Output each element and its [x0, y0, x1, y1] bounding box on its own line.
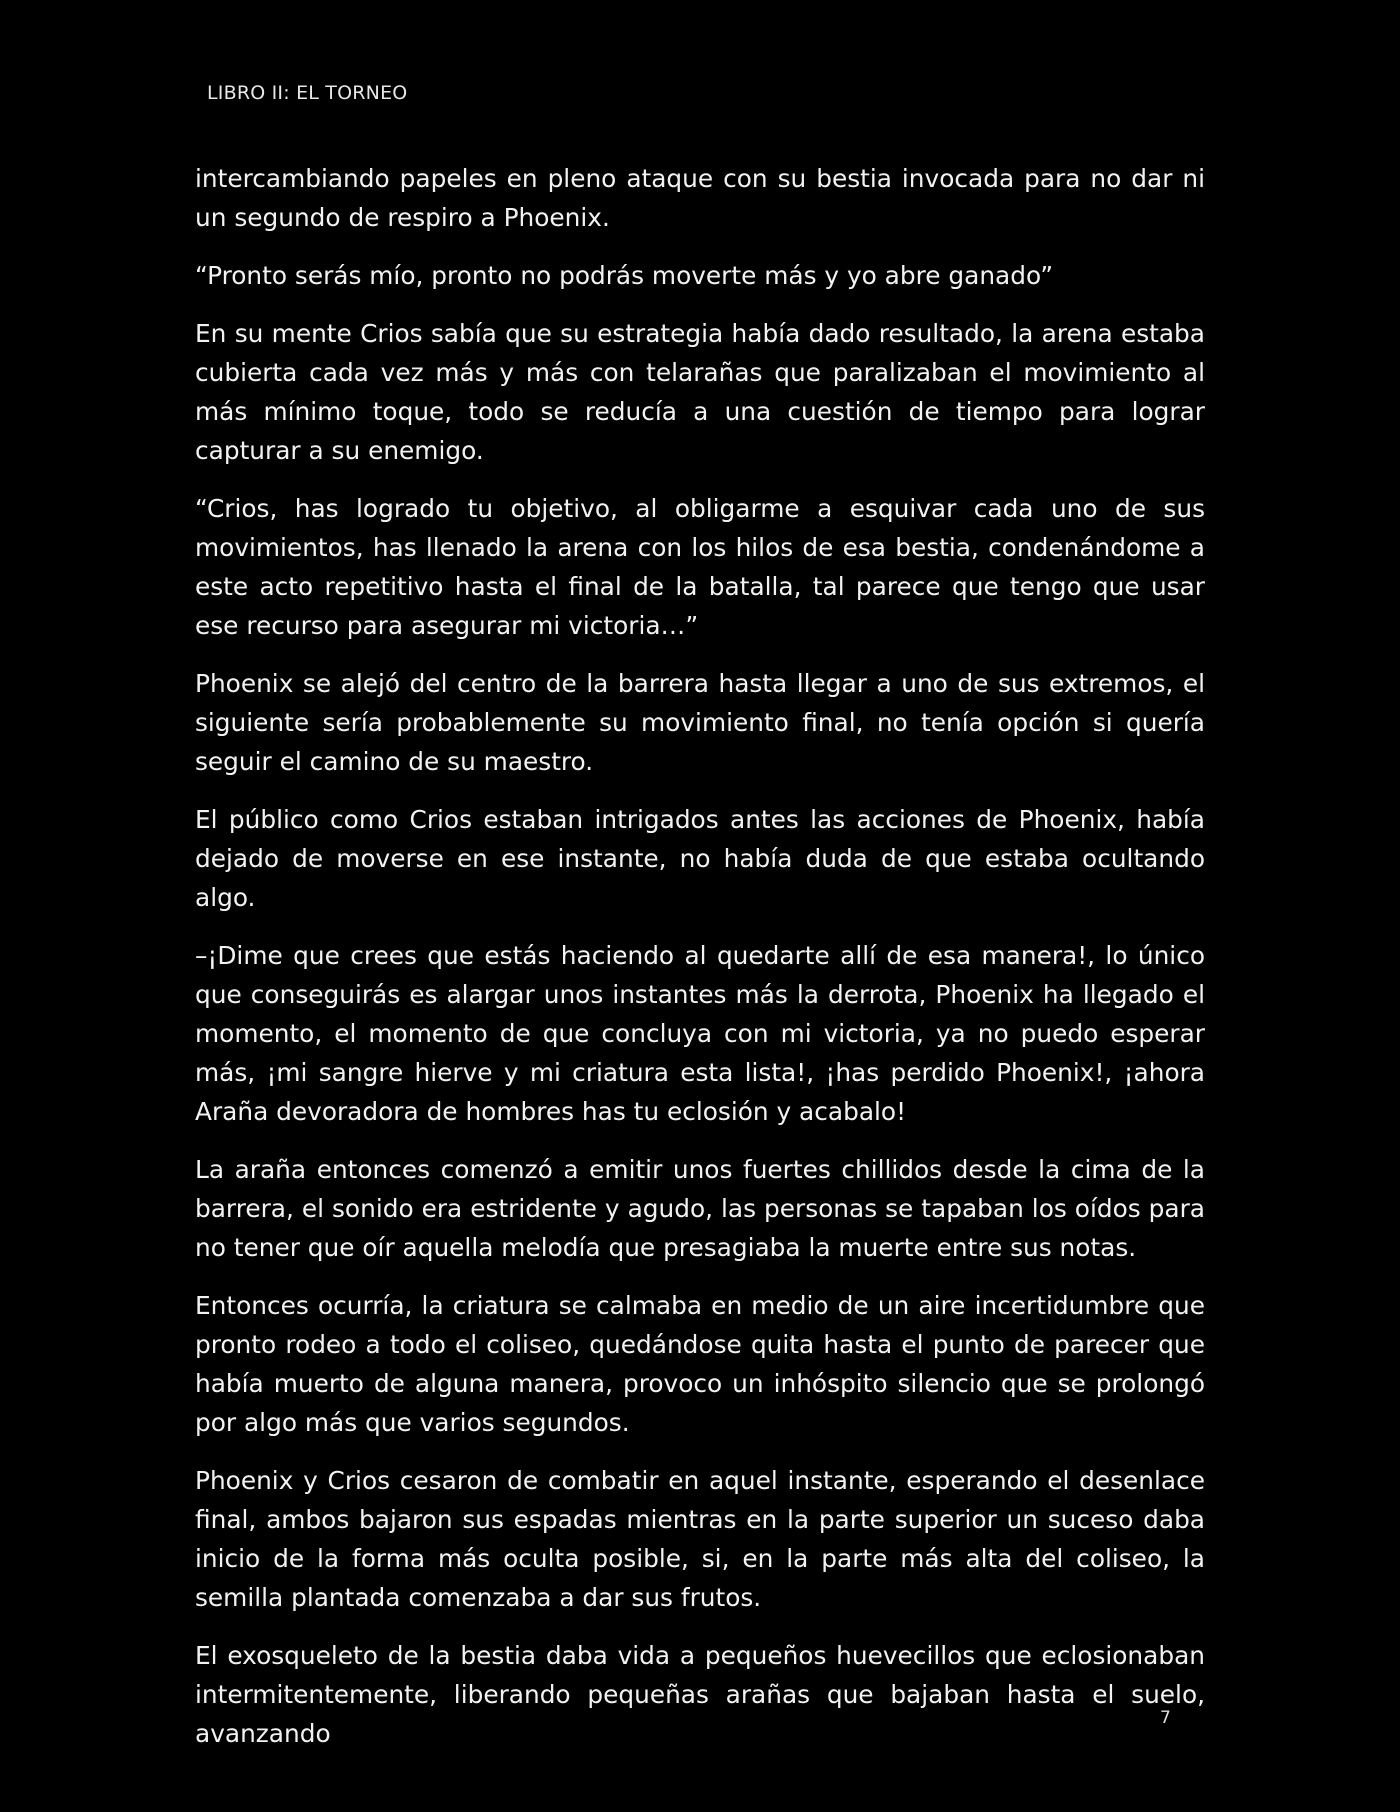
page-number: 7: [1160, 1708, 1171, 1728]
paragraph: “Pronto serás mío, pronto no podrás moverte más y yo abre ganado”: [195, 261, 1054, 290]
paragraph: –¡Dime que crees que estás haciendo al quedarte allí de esa manera!, lo único que conseguirás es alargar unos instantes más la derrota, Phoenix ha llegado el momento, el momento de que concluya con mi victoria, ya no puedo esperar más, ¡mi sangre hierve y mi criatura esta lista!, ¡has perdido Phoenix!, ¡ahora Araña devoradora de hombres has tu eclosión y acabalo!: [195, 941, 1205, 1126]
paragraph: Entonces ocurría, la criatura se calmaba en medio de un aire incertidumbre que pronto rodeo a todo el coliseo, quedándose quita hasta el punto de parecer que había muerto de alguna manera, provoco un inhóspito silencio que se prolongó por algo más que varios segundos.: [195, 1291, 1205, 1437]
paragraph: Phoenix se alejó del centro de la barrera hasta llegar a uno de sus extremos, el siguiente sería probablemente su movimiento final, no tenía opción si quería seguir el camino de su maestro.: [195, 669, 1205, 776]
running-header: LIBRO II: EL TORNEO: [207, 82, 408, 104]
paragraph: intercambiando papeles en pleno ataque con su bestia invocada para no dar ni un segundo de respiro a Phoenix.: [195, 164, 1205, 232]
paragraph: Phoenix y Crios cesaron de combatir en aquel instante, esperando el desenlace final, ambos bajaron sus espadas mientras en la parte superior un suceso daba inicio de la forma más oculta posible, si, en la parte más alta del coliseo, la semilla plantada comenzaba a dar sus frutos.: [195, 1466, 1205, 1612]
paragraph: “Crios, has logrado tu objetivo, al obligarme a esquivar cada uno de sus movimientos, has llenado la arena con los hilos de esa bestia, condenándome a este acto repetitivo hasta el final de la batalla, tal parece que tengo que usar ese recurso para asegurar mi victoria…”: [195, 494, 1205, 640]
paragraph: El exosqueleto de la bestia daba vida a pequeños huevecillos que eclosionaban intermitentemente, liberando pequeñas arañas que bajaban hasta el suelo, avanzando: [195, 1641, 1205, 1748]
paragraph: La araña entonces comenzó a emitir unos fuertes chillidos desde la cima de la barrera, el sonido era estridente y agudo, las personas se tapaban los oídos para no tener que oír aquella melodía que presagiaba la muerte entre sus notas.: [195, 1155, 1205, 1262]
paragraph: El público como Crios estaban intrigados antes las acciones de Phoenix, había dejado de moverse en ese instante, no había duda de que estaba ocultando algo.: [195, 805, 1205, 912]
paragraph: En su mente Crios sabía que su estrategia había dado resultado, la arena estaba cubierta cada vez más y más con telarañas que paralizaban el movimiento al más mínimo toque, todo se reducía a una cuestión de tiempo para lograr capturar a su enemigo.: [195, 319, 1205, 465]
body-text: [195, 159, 1205, 1753]
